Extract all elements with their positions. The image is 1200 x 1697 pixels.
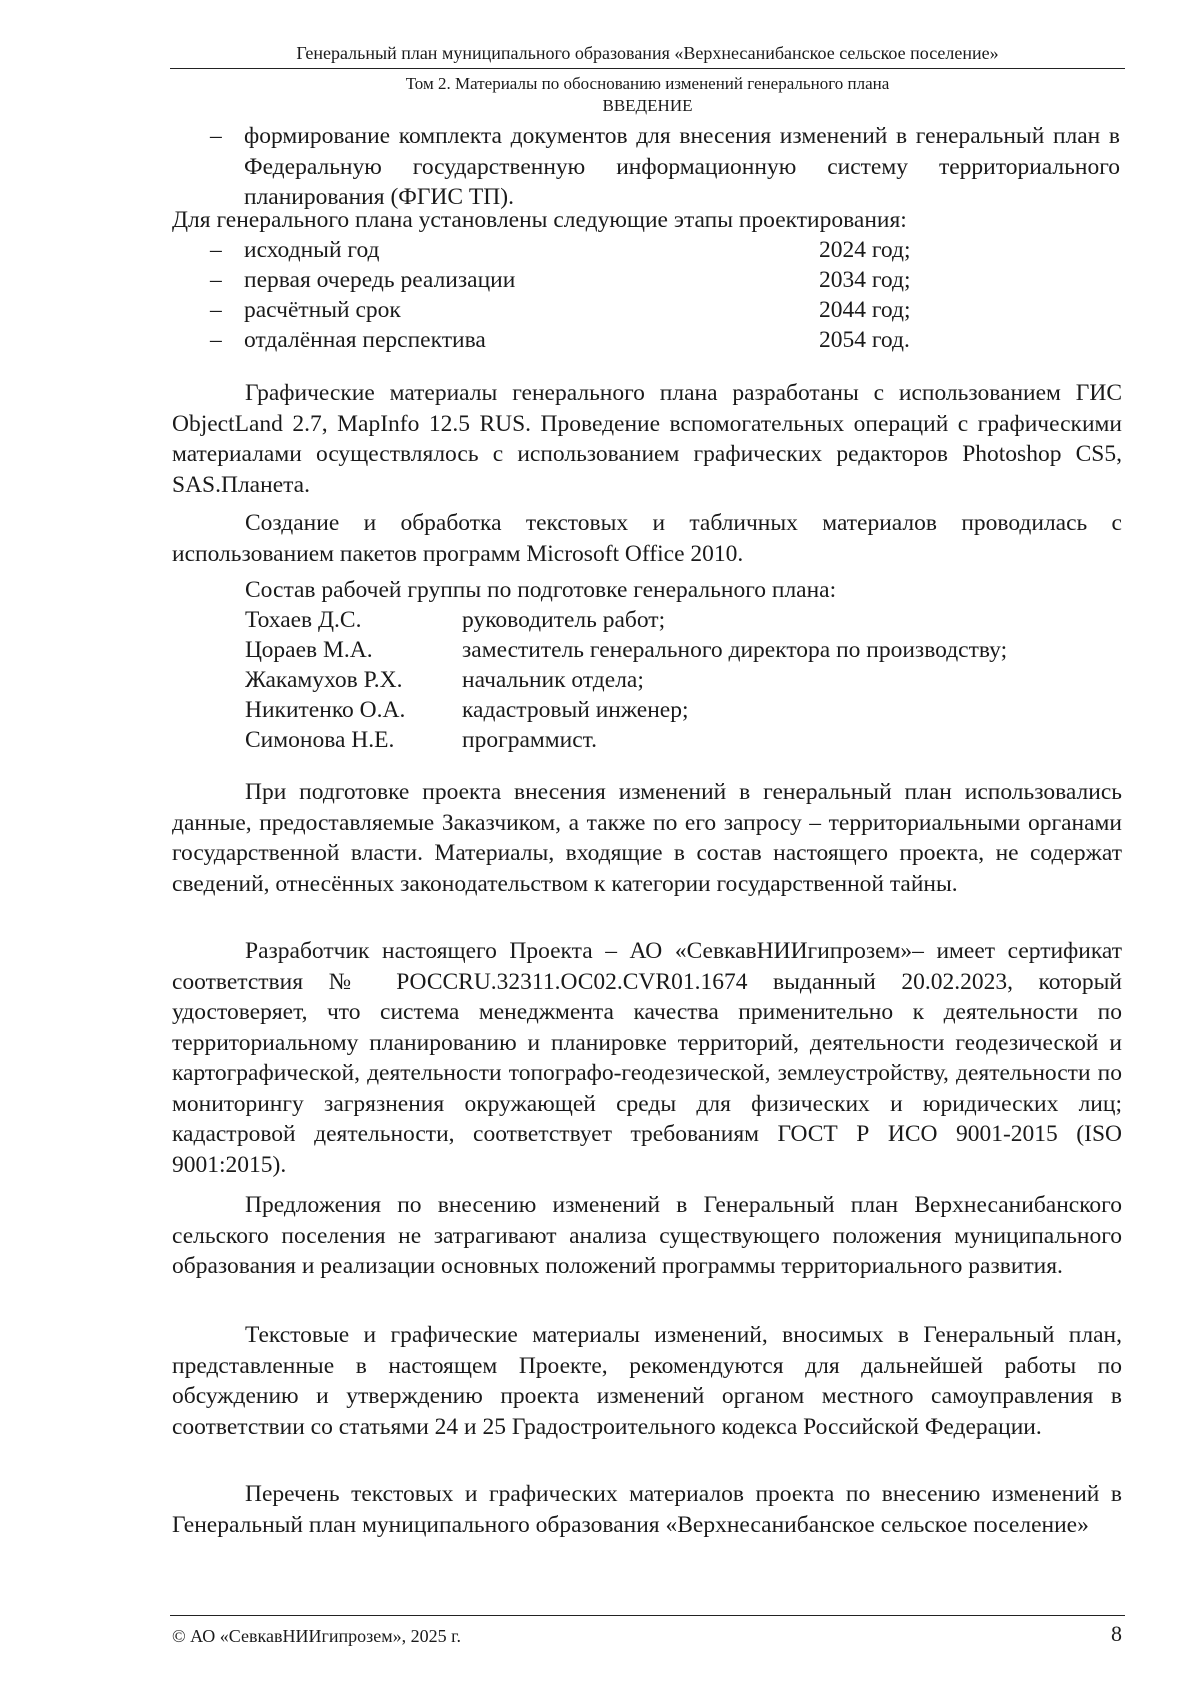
paragraph-customer-data [172, 777, 1122, 899]
paragraph-certificate [172, 936, 1122, 1180]
stage-year: 2034 год; [819, 267, 911, 293]
stage-row [210, 325, 930, 355]
stage-row [210, 265, 930, 295]
team-member-name: Жакамухов Р.Х. [245, 667, 403, 693]
team-row [245, 695, 1125, 725]
stage-name: расчётный срок [244, 297, 401, 323]
paragraph-list-intro [172, 1479, 1122, 1540]
stage-year: 2054 год. [819, 327, 910, 353]
footer-copyright: © АО «СевкавНИИгипрозем», 2025 г. [172, 1626, 461, 1646]
list-dash: – [210, 297, 222, 323]
paragraph-proposals [172, 1190, 1122, 1282]
paragraph-text: Графические материалы генерального плана разработаны с использованием ГИС ObjectLand 2.7, MapInfo 12.5 RUS. Проведение вспомогательных операций с графическими материалами осуществлялось с использованием графических редакторов Photoshop CS5, SAS.Планета. [172, 380, 1122, 498]
team-member-role: заместитель генерального директора по производству; [462, 637, 1008, 663]
team-row [245, 635, 1125, 665]
stages-title: Для генерального плана установлены следующие этапы проектирования: [172, 207, 907, 233]
page-number: 8 [1111, 1621, 1122, 1646]
list-dash: – [210, 237, 222, 263]
team-row [245, 665, 1125, 695]
team-title: Состав рабочей группы по подготовке генерального плана: [245, 577, 837, 603]
team-member-role: кадастровый инженер; [462, 697, 689, 723]
stage-row [210, 235, 930, 265]
list-dash: – [210, 123, 222, 149]
stage-name: первая очередь реализации [244, 267, 516, 293]
team-member-name: Цораев М.А. [245, 637, 373, 663]
team-member-role: программист. [462, 727, 598, 753]
stage-year: 2024 год; [819, 237, 911, 263]
header-document-title: Генеральный план муниципального образования «Верхнесанибанское сельское поселение» [296, 43, 999, 63]
stage-name: исходный год [244, 237, 380, 263]
team-member-name: Симонова Н.Е. [245, 727, 395, 753]
footer-divider [170, 1615, 1125, 1616]
stage-year: 2044 год; [819, 297, 911, 323]
team-member-name: Никитенко О.А. [245, 697, 406, 723]
team-member-role: руководитель работ; [462, 607, 666, 633]
header-section-title: ВВЕДЕНИЕ [602, 96, 693, 115]
team-member-role: начальник отдела; [462, 667, 644, 693]
paragraph-text-materials [172, 508, 1122, 569]
header-divider [170, 68, 1125, 69]
paragraph-text: Перечень текстовых и графических материалов проекта по внесению изменений в Генеральный план муниципального образования «Верхнесанибанское сельское поселение» [172, 1481, 1122, 1538]
team-member-name: Тохаев Д.С. [245, 607, 362, 633]
header-volume-title: Том 2. Материалы по обоснованию изменений генерального плана [405, 74, 890, 93]
team-row [245, 725, 1125, 755]
list-item-text: формирование комплекта документов для внесения изменений в генеральный план в Федеральную государственную информационную систему территориального планирования (ФГИС ТП). [244, 123, 1120, 210]
paragraph-text: Разработчик настоящего Проекта – АО «СевкавНИИгипрозем»– имеет сертификат соответствия № РОССRU.32311.ОС02.CVR01.1674 выданный 20.02.2023, который удостоверяет, что система менеджмента качества применительно к деятельности по территориальному планированию и планировке территорий, деятельности геодезической и картографической, деятельности топографо-геодезической, землеустройству, деятельности по мониторингу загрязнения окружающей среды для физических и юридических лиц; кадастровой деятельности, соответствует требованиям ГОСТ Р ИСО 9001-2015 (ISO 9001:2015). [172, 938, 1122, 1178]
paragraph-text: Предложения по внесению изменений в Генеральный план Верхнесанибанского сельского поселения не затрагивают анализа существующего положения муниципального образования и реализации основных положений программы территориального развития. [172, 1192, 1122, 1279]
paragraph-graphics [172, 378, 1122, 500]
paragraph-text: Текстовые и графические материалы изменений, вносимых в Генеральный план, представленные в настоящем Проекте, рекомендуются для дальнейшей работы по обсуждению и утверждению проекта изменений органом местного самоуправления в соответствии со статьями 24 и 25 Градостроительного кодекса Российской Федерации. [172, 1322, 1122, 1440]
paragraph-text: При подготовке проекта внесения изменений в генеральный план использовались данные, предоставляемые Заказчиком, а также по его запросу – территориальными органами государственной власти. Материалы, входящие в состав настоящего проекта, не содержат сведений, отнесённых законодательством к категории государственной тайны. [172, 779, 1122, 897]
team-row [245, 605, 1125, 635]
stage-name: отдалённая перспектива [244, 327, 486, 353]
paragraph-recommendation [172, 1320, 1122, 1442]
stage-row [210, 295, 930, 325]
list-dash: – [210, 327, 222, 353]
intro-list-item [210, 121, 1120, 213]
paragraph-text: Создание и обработка текстовых и табличных материалов проводилась с использованием пакетов программ Microsoft Office 2010. [172, 510, 1122, 567]
list-dash: – [210, 267, 222, 293]
